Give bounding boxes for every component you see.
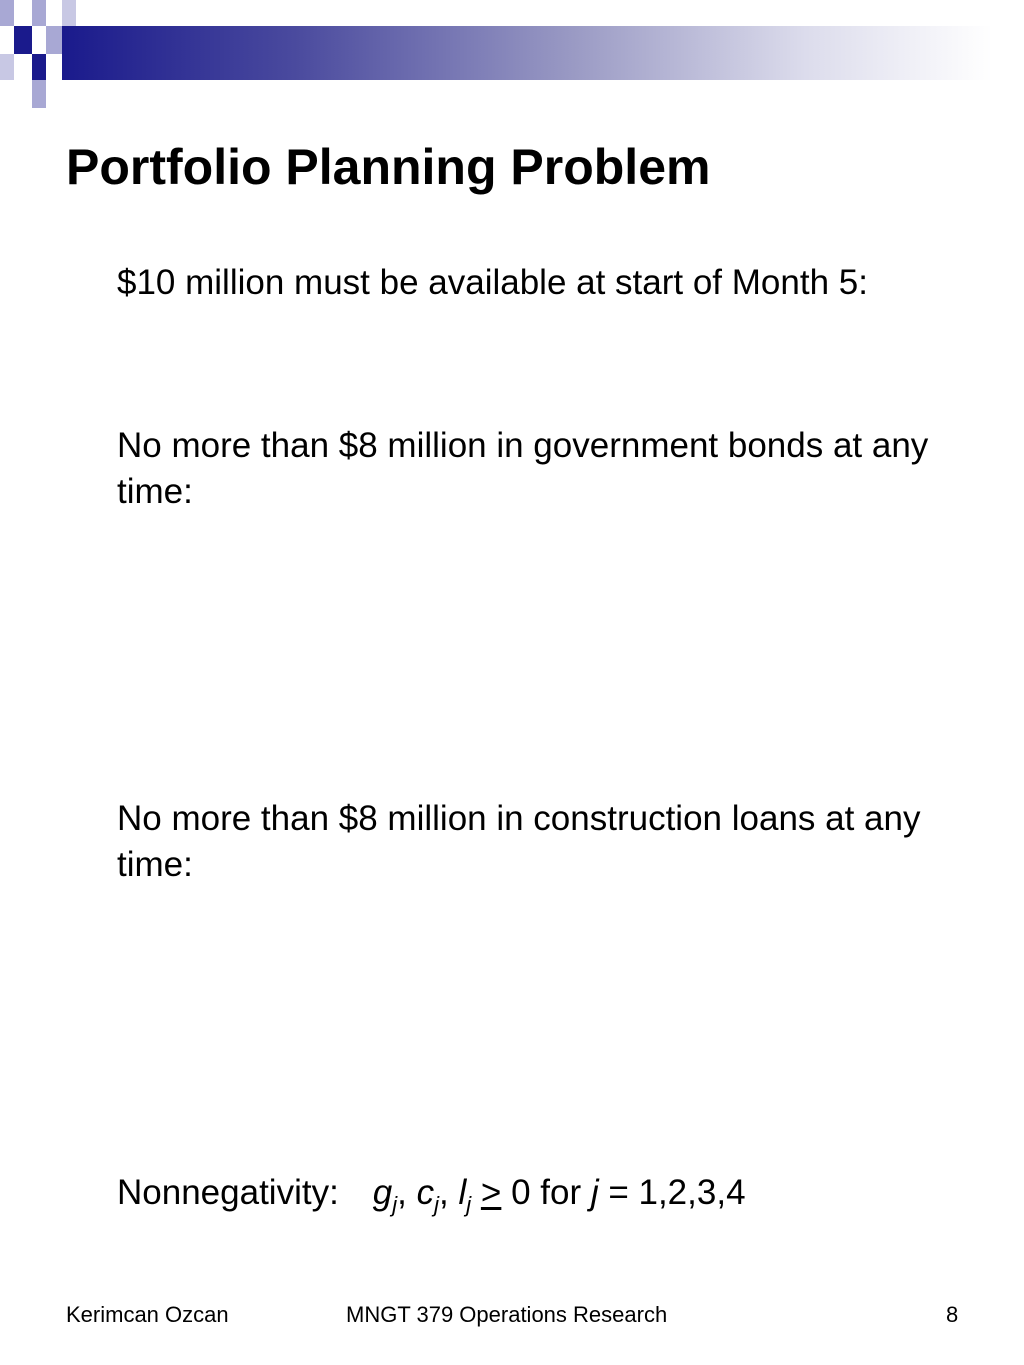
deco-square [32,80,46,108]
header-banner [0,0,1024,108]
slide-title: Portfolio Planning Problem [66,139,711,195]
var-l: l [458,1173,467,1212]
zero-for-text: 0 for [501,1173,591,1212]
comma: , [439,1173,449,1212]
constraint-month5: $10 million must be available at start of Month 5: [117,263,868,302]
comma: , [397,1173,407,1212]
deco-square [46,26,62,54]
index-j: j [590,1173,599,1212]
deco-square [0,54,14,80]
footer-page-number: 8 [946,1302,959,1327]
subscript-j: j [466,1192,472,1217]
footer-author: Kerimcan Ozcan [66,1302,229,1327]
deco-square [32,0,46,26]
var-g: g [372,1173,393,1212]
nonnegativity-label: Nonnegativity: [117,1173,339,1212]
greater-equal-symbol: > [480,1173,502,1212]
constraint-bonds: No more than $8 million in government bonds at any time: [117,426,929,511]
footer-course: MNGT 379 Operations Research [346,1302,668,1327]
deco-square [32,54,46,80]
gradient-bar [62,26,992,80]
index-values: = 1,2,3,4 [598,1173,746,1212]
nonnegativity-constraint [117,1170,957,1216]
var-c: c [416,1173,435,1212]
deco-square [0,0,14,26]
deco-square [62,0,76,26]
subscript-j: j [434,1192,440,1217]
deco-square [14,26,32,54]
constraint-loans: No more than $8 million in construction loans at any time: [117,799,921,884]
subscript-j: j [392,1192,398,1217]
